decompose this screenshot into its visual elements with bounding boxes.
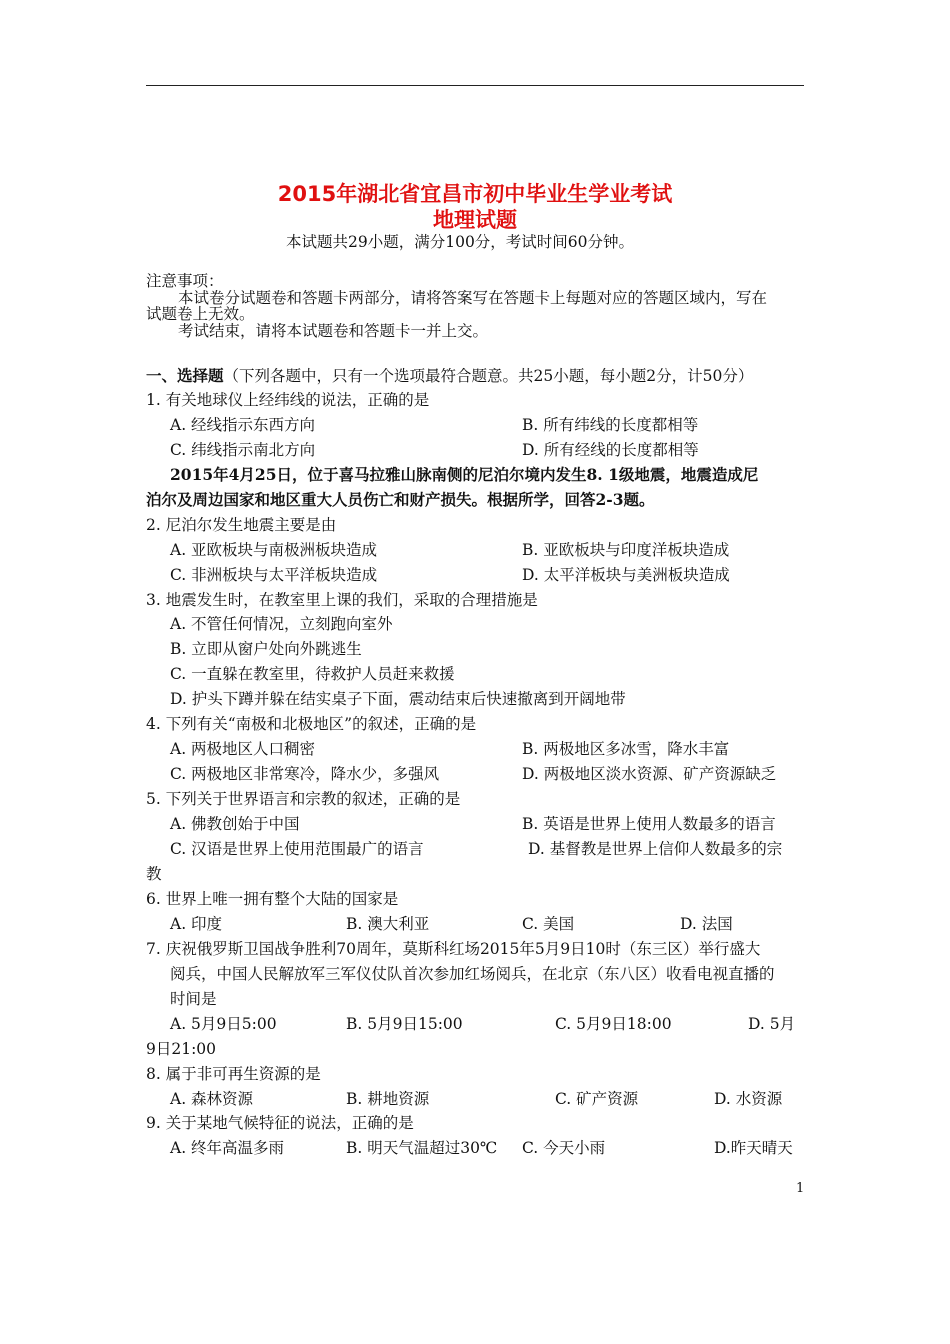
option: C. 汉语是世界上使用范围最广的语言 <box>170 840 424 858</box>
header-rule <box>146 85 804 86</box>
option: D. 所有经线的长度都相等 <box>522 441 699 459</box>
question-stem: 7. 庆祝俄罗斯卫国战争胜利70周年，莫斯科红场2015年5月9日10时（东三区）举行盛大 <box>146 940 761 958</box>
option: D. 5月 <box>748 1015 796 1033</box>
question-stem: 阅兵，中国人民解放军三军仪仗队首次参加红场阅兵，在北京（东八区）收看电视直播的 <box>170 965 775 983</box>
option: B. 所有纬线的长度都相等 <box>522 416 699 434</box>
question-stem: 时间是 <box>170 990 217 1008</box>
option: A. 终年高温多雨 <box>170 1139 285 1157</box>
option: B. 明天气温超过30℃ <box>346 1139 498 1157</box>
option: D. 太平洋板块与美洲板块造成 <box>522 566 730 584</box>
option: C. 美国 <box>522 915 575 933</box>
option: A. 不管任何情况，立刻跑向室外 <box>170 615 393 633</box>
section-desc: （下列各题中，只有一个选项最符合题意。共25小题，每小题2分，计50分） <box>223 367 754 385</box>
question-stem: 2. 尼泊尔发生地震主要是由 <box>146 516 337 534</box>
option: B. 5月9日15:00 <box>346 1015 463 1033</box>
question-stem: 1. 有关地球仪上经纬线的说法，正确的是 <box>146 391 430 409</box>
section-header <box>146 366 753 386</box>
option: C. 一直躲在教室里，待救护人员赶来救援 <box>170 665 455 683</box>
option: C. 两极地区非常寒冷，降水少，多强风 <box>170 765 440 783</box>
option: C. 非洲板块与太平洋板块造成 <box>170 566 378 584</box>
option: D. 两极地区淡水资源、矿产资源缺乏 <box>522 765 777 783</box>
question-stem: 8. 属于非可再生资源的是 <box>146 1065 321 1083</box>
option: C. 5月9日18:00 <box>555 1015 672 1033</box>
notice-line: 试题卷上无效。 <box>146 305 255 323</box>
option: A. 佛教创始于中国 <box>170 815 300 833</box>
option: C. 矿产资源 <box>555 1090 639 1108</box>
question-stem: 6. 世界上唯一拥有整个大陆的国家是 <box>146 890 399 908</box>
option: D. 法国 <box>680 915 733 933</box>
question-stem: 3. 地震发生时，在教室里上课的我们，采取的合理措施是 <box>146 591 538 609</box>
exam-subtitle: 地理试题 <box>433 208 517 232</box>
option: A. 森林资源 <box>170 1090 254 1108</box>
option: B. 亚欧板块与印度洋板块造成 <box>522 541 730 559</box>
option: A. 5月9日5:00 <box>170 1015 277 1033</box>
notice-line: 本试卷分试题卷和答题卡两部分，请将答案写在答题卡上每题对应的答题区域内，写在 <box>178 289 768 307</box>
option: A. 两极地区人口稠密 <box>170 740 316 758</box>
material-text: 泊尔及周边国家和地区重大人员伤亡和财产损失。根据所学，回答2-3题。 <box>146 490 655 509</box>
option: B. 立即从窗户处向外跳逃生 <box>170 640 362 658</box>
notice-heading: 注意事项： <box>146 272 224 290</box>
option: B. 两极地区多冰雪，降水丰富 <box>522 740 730 758</box>
option: C. 今天小雨 <box>522 1139 606 1157</box>
option: A. 亚欧板块与南极洲板块造成 <box>170 541 378 559</box>
question-stem: 5. 下列关于世界语言和宗教的叙述，正确的是 <box>146 790 461 808</box>
option: D.昨天晴天 <box>714 1139 793 1157</box>
option: D. 护头下蹲并躲在结实桌子下面，震动结束后快速撤离到开阔地带 <box>170 690 626 708</box>
material-text: 2015年4月25日，位于喜马拉雅山脉南侧的尼泊尔境内发生8. 1级地震，地震造成尼 <box>170 465 759 484</box>
option: C. 纬线指示南北方向 <box>170 441 316 459</box>
option: D. 水资源 <box>714 1090 783 1108</box>
option: D. 基督教是世界上信仰人数最多的宗 <box>528 840 783 858</box>
page-number: 1 <box>796 1181 805 1196</box>
notice-line: 考试结束，请将本试题卷和答题卡一并上交。 <box>178 322 489 340</box>
option-continuation: 9日21:00 <box>146 1040 217 1058</box>
option: B. 耕地资源 <box>346 1090 430 1108</box>
exam-info: 本试题共29小题，满分100分，考试时间60分钟。 <box>286 233 635 251</box>
exam-title: 2015年湖北省宜昌市初中毕业生学业考试 <box>277 182 673 206</box>
section-title: 一、选择题 <box>146 366 224 385</box>
option: A. 印度 <box>170 915 223 933</box>
question-stem: 9. 关于某地气候特征的说法，正确的是 <box>146 1114 414 1132</box>
question-stem: 4. 下列有关“南极和北极地区”的叙述，正确的是 <box>146 715 477 733</box>
option-continuation: 教 <box>146 865 162 883</box>
option: B. 澳大利亚 <box>346 915 430 933</box>
option: A. 经线指示东西方向 <box>170 416 316 434</box>
option: B. 英语是世界上使用人数最多的语言 <box>522 815 776 833</box>
